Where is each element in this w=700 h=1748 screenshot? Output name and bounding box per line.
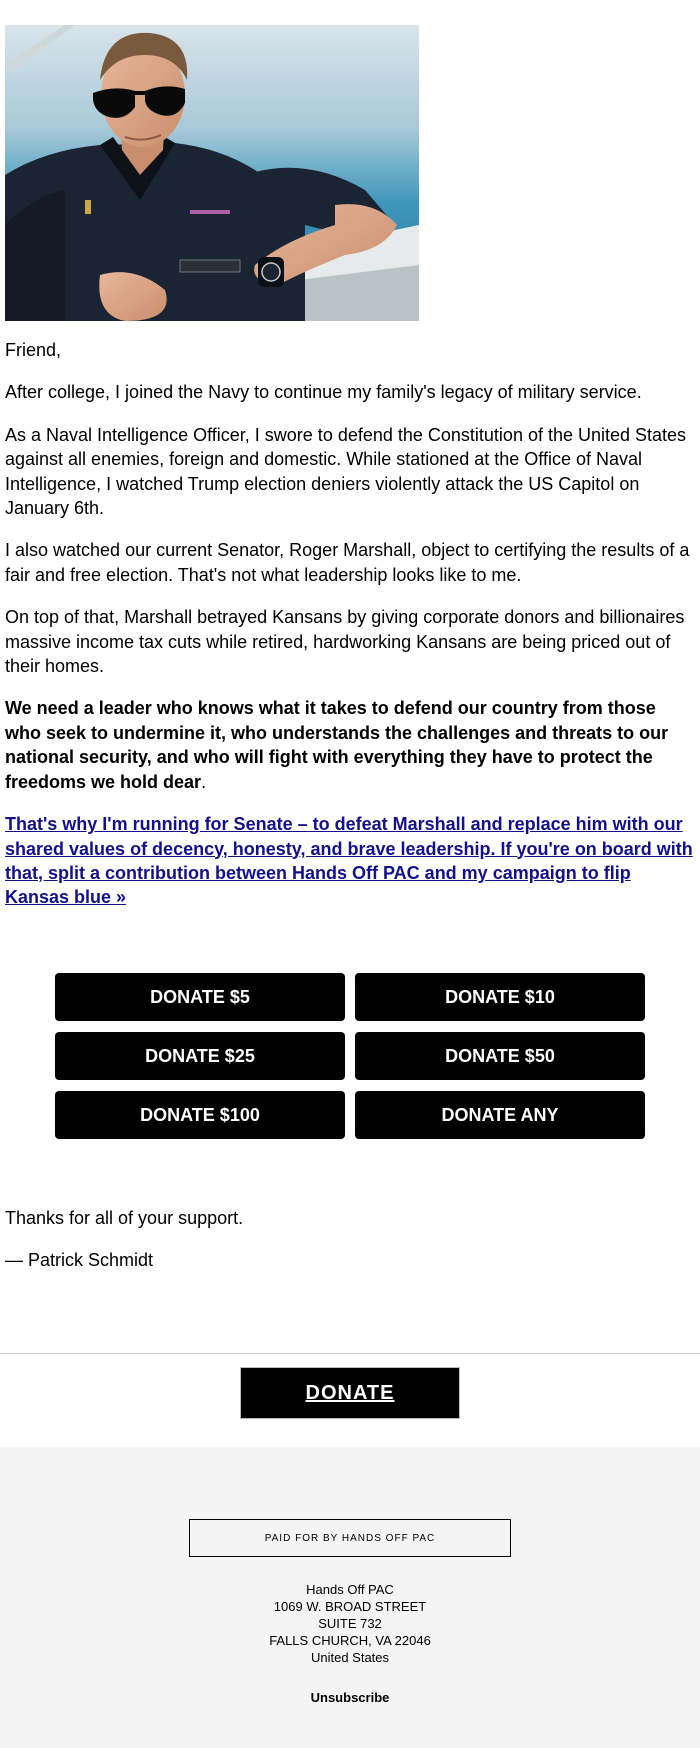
- donate-row: [55, 973, 645, 1021]
- unsubscribe-link[interactable]: Unsubscribe: [310, 1690, 390, 1705]
- address-line: FALLS CHURCH, VA 22046: [269, 1633, 431, 1648]
- donate-row: [55, 1091, 645, 1139]
- paragraph-tax-cuts: On top of that, Marshall betrayed Kansans by giving corporate donors and billionaires massive income tax cuts while retired, hardworking Kansans are being priced out of their homes.: [5, 607, 685, 677]
- paragraph-intelligence-officer: As a Naval Intelligence Officer, I swore to defend the Constitution of the United States against all enemies, foreign and domestic. While stationed at the Office of Naval Intelligence, I watched Trump election deniers violently attack the US Capitol on January 6th.: [5, 424, 687, 519]
- navy-officer-photo: [5, 25, 419, 321]
- paragraph-leader-needed: [5, 696, 695, 794]
- donate-5-button[interactable]: DONATE $5: [55, 973, 345, 1021]
- salutation: Friend,: [5, 340, 62, 360]
- donate-any-button[interactable]: DONATE ANY: [355, 1091, 645, 1139]
- divider: [0, 1353, 700, 1354]
- donate-row: [55, 1032, 645, 1080]
- unsubscribe-container: [0, 1690, 700, 1705]
- paragraph-marshall-election: I also watched our current Senator, Roger Marshall, object to certifying the results of a fair and free election. That's not what leadership looks like to me.: [5, 540, 690, 585]
- leader-needed-period: .: [201, 771, 207, 792]
- signature: — Patrick Schmidt: [5, 1250, 154, 1270]
- donate-10-button[interactable]: DONATE $10: [355, 973, 645, 1021]
- address-line: United States: [310, 1650, 390, 1665]
- paid-for-disclaimer: PAID FOR BY HANDS OFF PAC: [189, 1519, 511, 1557]
- thanks-text: Thanks for all of your support.: [5, 1208, 244, 1228]
- address-line: SUITE 732: [318, 1616, 382, 1631]
- cta-senate-link[interactable]: That's why I'm running for Senate – to defeat Marshall and replace him with our shared values of decency, honesty, and brave leadership. If you're on board with that, split a contribution between Hands Off PAC and my campaign to flip Kansas blue »: [5, 814, 693, 908]
- leader-needed-bold: We need a leader who knows what it takes to defend our country from those who seek to undermine it, who understands the challenges and threats to our national security, and who will fight with everything they have to protect the freedoms we hold dear: [5, 698, 669, 792]
- paragraph-navy: After college, I joined the Navy to continue my family's legacy of military service.: [5, 382, 642, 403]
- donate-button-grid: [55, 973, 645, 1150]
- letter-body: [5, 338, 695, 928]
- paragraph-cta: [5, 812, 695, 910]
- mailing-address: [0, 1581, 700, 1666]
- address-line: Hands Off PAC: [306, 1582, 394, 1597]
- donate-100-button[interactable]: DONATE $100: [55, 1091, 345, 1139]
- donate-25-button[interactable]: DONATE $25: [55, 1032, 345, 1080]
- signoff: [5, 1206, 243, 1290]
- footer: [0, 1447, 700, 1748]
- donate-50-button[interactable]: DONATE $50: [355, 1032, 645, 1080]
- donate-button[interactable]: DONATE: [240, 1367, 460, 1419]
- address-line: 1069 W. BROAD STREET: [273, 1599, 427, 1614]
